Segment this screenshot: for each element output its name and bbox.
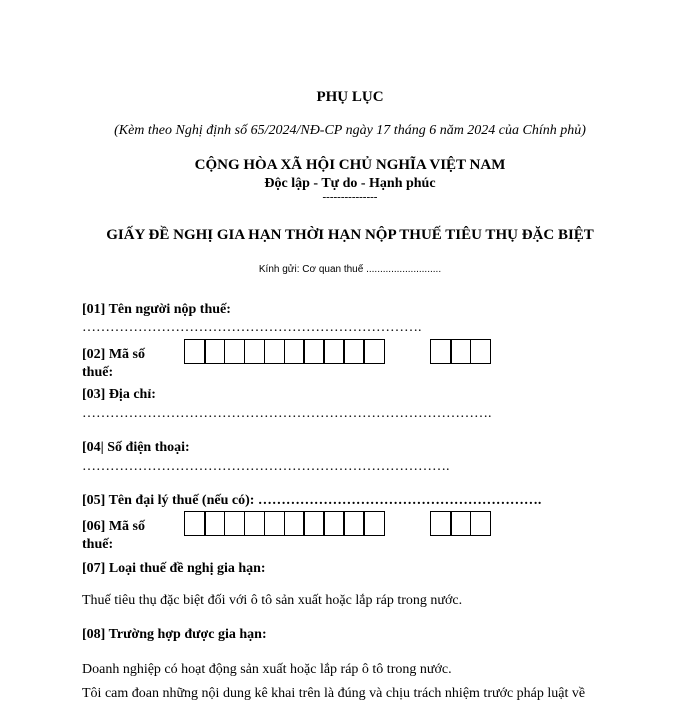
digit-box[interactable] [244, 511, 266, 536]
tax-code-label-line1: [02] Mã số [82, 347, 145, 362]
national-motto: Độc lập - Tự do - Hạnh phúc [264, 176, 436, 191]
digit-box[interactable] [224, 511, 246, 536]
address-input[interactable]: ……………………………………………………………………………. [82, 406, 492, 421]
digit-box[interactable] [204, 511, 226, 536]
digit-box[interactable] [450, 511, 472, 536]
digit-box[interactable] [303, 511, 325, 536]
appendix-title: PHỤ LỤC [316, 89, 384, 105]
digit-box[interactable] [323, 511, 345, 536]
digit-box[interactable] [323, 339, 345, 364]
form-title: GIẤY ĐỀ NGHỊ GIA HẠN THỜI HẠN NỘP THUẾ TIÊU THỤ ĐẶC BIỆT [106, 227, 594, 243]
tax-agent-label[interactable]: [05] Tên đại lý thuế (nếu có): ……………………………………………………. [82, 493, 542, 508]
tax-code-boxes[interactable] [184, 339, 383, 364]
phone-label: [04| Số điện thoại: [82, 440, 190, 455]
digit-box[interactable] [363, 339, 385, 364]
digit-box[interactable] [303, 339, 325, 364]
recipient-line: Kính gửi: Cơ quan thuế ........................... [258, 264, 442, 275]
digit-box[interactable] [184, 339, 206, 364]
digit-box[interactable] [284, 511, 306, 536]
phone-input[interactable]: ……………………………………………………………………. [82, 459, 450, 474]
extension-case-value: Doanh nghiệp có hoạt động sản xuất hoặc lắp ráp ô tô trong nước. [82, 662, 452, 677]
digit-box[interactable] [184, 511, 206, 536]
agent-tax-code-boxes[interactable] [184, 511, 383, 536]
motto-divider: --------------- [322, 191, 378, 203]
agent-tax-code-label-line1: [06] Mã số [82, 519, 145, 534]
digit-box[interactable] [470, 339, 492, 364]
decree-reference: (Kèm theo Nghị định số 65/2024/NĐ-CP ngày 17 tháng 6 năm 2024 của Chính phủ) [114, 123, 586, 138]
tax-code-label-line2: thuế: [82, 365, 114, 380]
tax-type-value: Thuế tiêu thụ đặc biệt đối với ô tô sản xuất hoặc lắp ráp trong nước. [82, 593, 463, 608]
digit-box[interactable] [430, 511, 452, 536]
digit-box[interactable] [204, 339, 226, 364]
agent-tax-code-label-line2: thuế: [82, 537, 114, 552]
commitment-text: Tôi cam đoan những nội dung kê khai trên là đúng và chịu trách nhiệm trước pháp luật về [82, 686, 586, 701]
digit-box[interactable] [430, 339, 452, 364]
digit-box[interactable] [470, 511, 492, 536]
tax-type-label: [07] Loại thuế đề nghị gia hạn: [82, 561, 266, 576]
address-label: [03] Địa chỉ: [82, 387, 156, 402]
country-name: CỘNG HÒA XÃ HỘI CHỦ NGHĨA VIỆT NAM [194, 157, 506, 173]
digit-box[interactable] [343, 511, 365, 536]
digit-box[interactable] [244, 339, 266, 364]
agent-tax-code-label [82, 518, 145, 554]
digit-box[interactable] [343, 339, 365, 364]
digit-box[interactable] [264, 339, 286, 364]
digit-box[interactable] [284, 339, 306, 364]
digit-box[interactable] [450, 339, 472, 364]
digit-box[interactable] [224, 339, 246, 364]
taxpayer-name-input[interactable]: ………………………………………………………………. [82, 320, 422, 335]
extension-case-label: [08] Trường hợp được gia hạn: [82, 627, 267, 642]
tax-code-label [82, 346, 145, 382]
taxpayer-name-label: [01] Tên người nộp thuế: [82, 302, 231, 317]
agent-tax-code-branch-boxes[interactable] [430, 511, 490, 536]
digit-box[interactable] [264, 511, 286, 536]
tax-code-branch-boxes[interactable] [430, 339, 490, 364]
digit-box[interactable] [363, 511, 385, 536]
